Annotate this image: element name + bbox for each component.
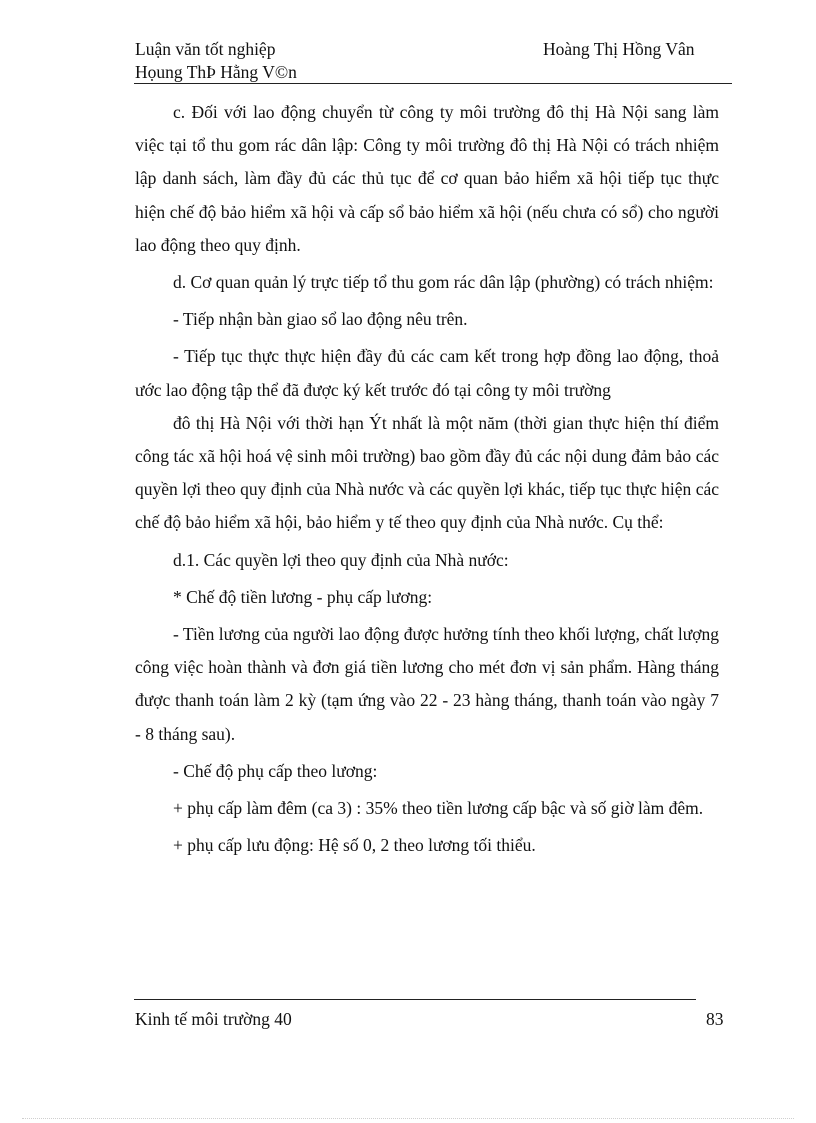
paragraph-term-details: đô thị Hà Nội với thời hạn Ýt nhất là một năm (thời gian thực hiện thí điểm công tác xã hội hoá vệ sinh môi trường) bao gồm đầy đủ các nội dung đảm bảo các quyền lợi theo quy định của Nhà nước và các quyền lợi khác, tiếp tục thực hiện các chế độ bảo hiểm xã hội, bảo hiểm y tế theo quy định của Nhà nước. Cụ thể: <box>135 412 719 533</box>
page-edge-divider <box>22 1118 794 1119</box>
paragraph-d1-heading: d.1. Các quyền lợi theo quy định của Nhà nước: <box>173 549 509 570</box>
paragraph-mobility-allowance: + phụ cấp lưu động: Hệ số 0, 2 theo lương tối thiểu. <box>173 835 536 856</box>
paragraph-night-allowance: + phụ cấp làm đêm (ca 3) : 35% theo tiền lương cấp bậc và số giờ làm đêm. <box>173 798 704 819</box>
paragraph-receive-book: - Tiếp nhận bàn giao sổ lao động nêu trên. <box>173 309 468 330</box>
paragraph-allowance-heading: - Chế độ phụ cấp theo lương: <box>173 760 378 781</box>
thesis-label: Luận văn tốt nghiệp <box>135 39 276 59</box>
paragraph-salary-heading: * Chế độ tiền lương - phụ cấp lương: <box>173 586 433 607</box>
header-divider <box>134 83 732 84</box>
header-left <box>135 38 297 84</box>
paragraph-c: c. Đối với lao động chuyển từ công ty môi trường đô thị Hà Nội sang làm việc tại tổ thu gom rác dân lập: Công ty môi trường đô thị Hà Nội có trách nhiệm lập danh sách, làm đầy đủ các thủ tục để cơ quan bảo hiểm xã hội tiếp tục thực hiện chế độ bảo hiểm xã hội và cấp sổ bảo hiểm xã hội (nếu chưa có sổ) cho người lao động theo quy định. <box>135 102 719 255</box>
paragraph-continue-commitments: - Tiếp tục thực thực hiện đầy đủ các cam kết trong hợp đồng lao động, thoả ước lao động tập thể đã được ký kết trước đó tại công ty môi trường <box>135 346 719 400</box>
page-number: 83 <box>706 1009 724 1029</box>
footer-course-label: Kinh tế môi trường 40 <box>135 1009 292 1029</box>
paragraph-salary-details: - Tiền lương của người lao động được hưởng tính theo khối lượng, chất lượng công việc hoàn thành và đơn giá tiền lương cho mét đơn vị sản phẩm. Hàng tháng được thanh toán làm 2 kỳ (tạm ứng vào 22 - 23 hàng tháng, thanh toán vào ngày 7 - 8 tháng sau). <box>135 624 719 744</box>
footer-divider <box>134 999 696 1000</box>
author-name-garbled: Họung ThÞ Hằng V©n <box>135 62 297 82</box>
paragraph-d: d. Cơ quan quản lý trực tiếp tổ thu gom rác dân lập (phường) có trách nhiệm: <box>173 272 714 293</box>
document-body <box>135 96 719 862</box>
author-name: Hoàng Thị Hồng Vân <box>543 39 695 59</box>
